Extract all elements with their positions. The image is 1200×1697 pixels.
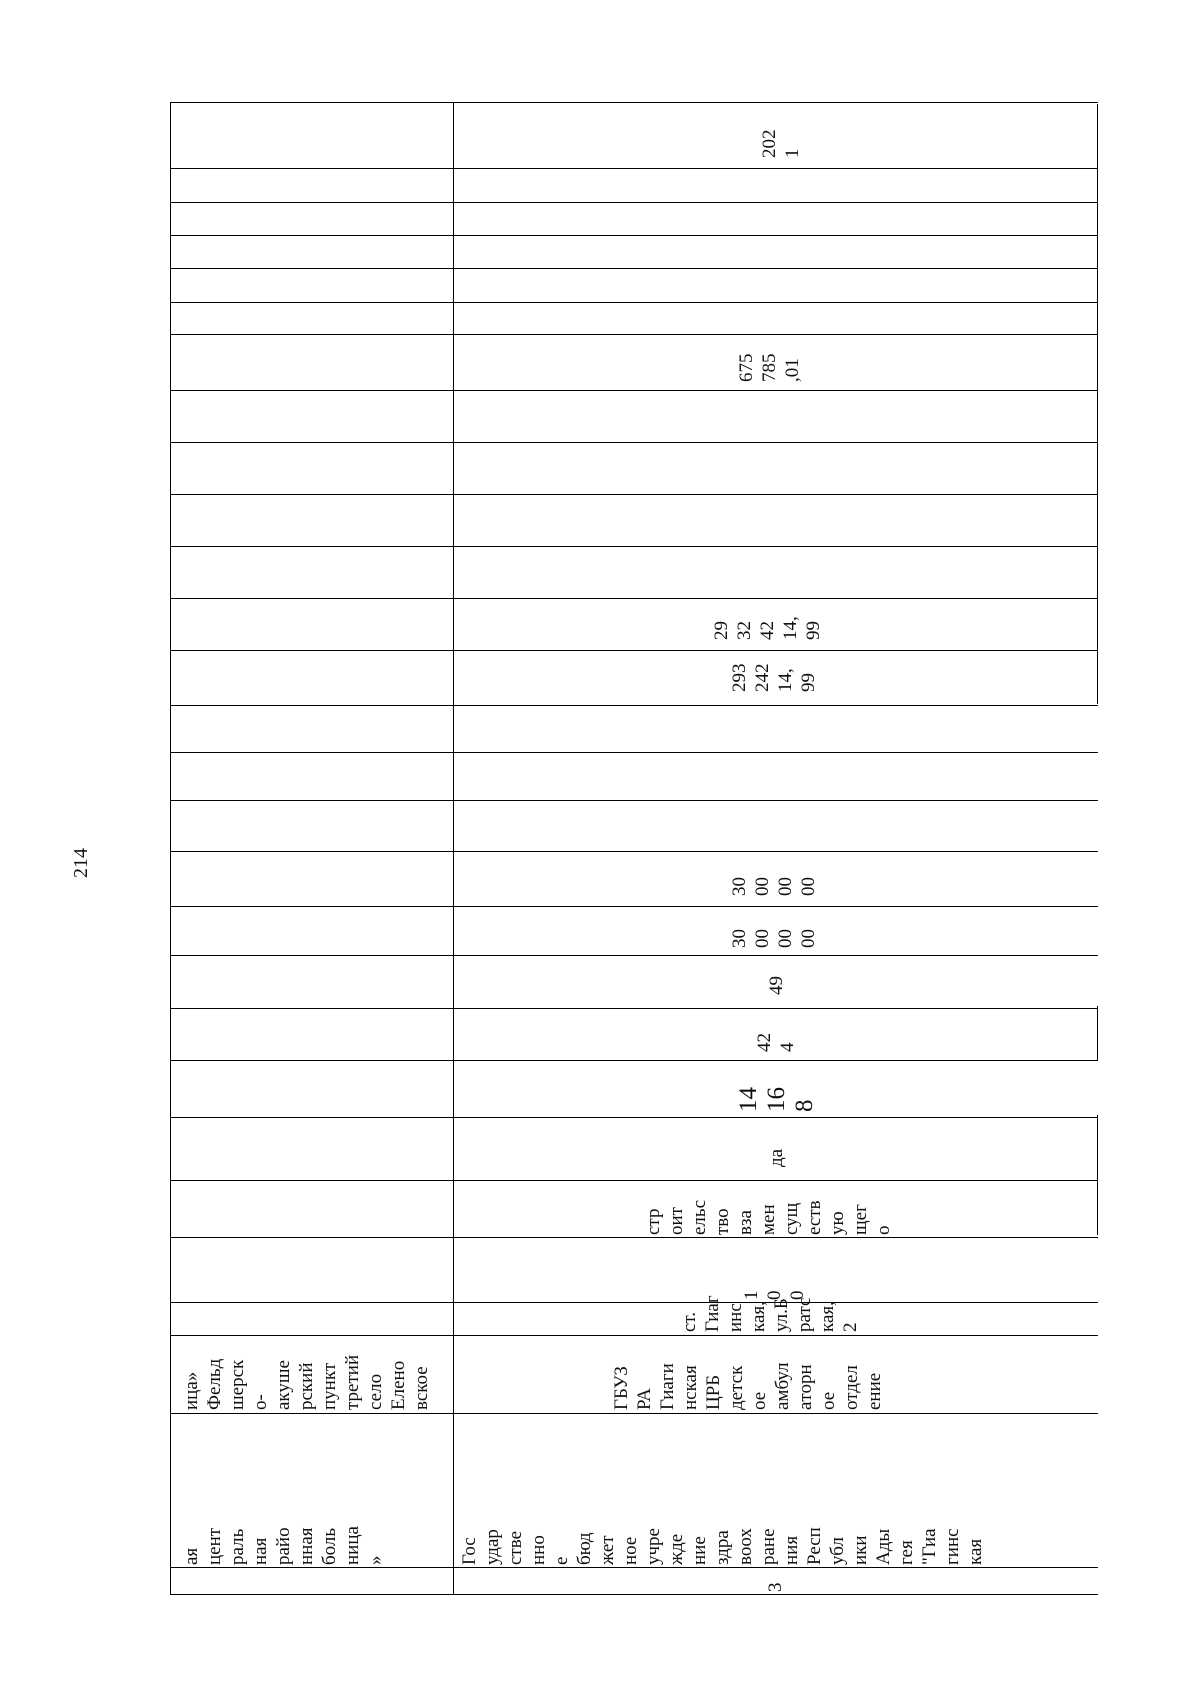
row-line (170, 1060, 1098, 1061)
cell-cost-1: 293 242 14, 99 (729, 663, 819, 692)
row-line (170, 1302, 1098, 1303)
row-line (170, 705, 1098, 706)
cell-value-c: 49 (766, 976, 787, 995)
row-line (170, 442, 1098, 443)
row-line (170, 334, 1098, 335)
cell-address: ст. Гиаг инс кая, ул.Б ратс кая, 2 (679, 1295, 861, 1332)
row-line (170, 1335, 1098, 1336)
row-line (170, 1413, 1098, 1414)
row-line (170, 1117, 1098, 1118)
row-line (170, 168, 1098, 169)
row-line (170, 268, 1098, 269)
cell-hospital-name-continued: ая цент раль ная райо нная боль ница » (181, 1526, 386, 1565)
cell-work-type: стр оит ельс тво вза мен сущ еств ую щег о (643, 1199, 894, 1235)
cell-value-a: 14 16 8 (735, 1087, 818, 1112)
row-line (170, 235, 1098, 236)
cell-amount-2: 30 00 00 00 (729, 877, 819, 896)
row-line (170, 1180, 1098, 1181)
table-right-border-mid (1097, 1006, 1098, 1060)
cell-cost-2: 29 32 42 14, 99 (711, 616, 824, 640)
cell-facility-name: ГБУЗ РА Гиаги нская ЦРБ детск ое амбул aторн ое отдел ение (611, 1362, 885, 1410)
row-line (170, 546, 1098, 547)
table-top-border (170, 102, 1098, 103)
table-bottom-border (170, 1594, 1098, 1595)
cell-institution-name: Гос удар стве нно е бюд жет ное учре жде ние здра воох ране ния Респ убл ики Ады гея "Гиа гинс кая (459, 1527, 986, 1565)
table-right-border-lower (1097, 1115, 1098, 1235)
cell-amount-1: 30 00 00 00 (729, 929, 819, 948)
cell-percent: 1 0 0 (741, 1290, 808, 1300)
row-line (170, 955, 1098, 956)
row-line (170, 1237, 1098, 1238)
cell-year: 202 1 (759, 129, 803, 158)
row-line (170, 302, 1098, 303)
row-line (170, 1008, 1098, 1009)
row-line (170, 906, 1098, 907)
row-line (170, 650, 1098, 651)
table-left-border (170, 102, 171, 1594)
cell-row-number: 3 (765, 1582, 786, 1592)
cell-value-b: 42 4 (754, 1033, 798, 1052)
page-number: 214 (70, 848, 92, 878)
cell-flag: да (766, 1148, 787, 1167)
row-line (170, 1567, 1098, 1568)
table-right-border-upper (1097, 104, 1098, 704)
row-line (170, 390, 1098, 391)
table-column-divider (453, 102, 454, 1594)
row-line (170, 752, 1098, 753)
row-line (170, 800, 1098, 801)
cell-fap-name: ица» Фельд шерск о- акуше рский пункт третий село Елено вское (181, 1354, 432, 1410)
cell-cost-3: 675 785 ,01 (736, 353, 803, 382)
row-line (170, 494, 1098, 495)
row-line (170, 851, 1098, 852)
row-line (170, 202, 1098, 203)
row-line (170, 598, 1098, 599)
